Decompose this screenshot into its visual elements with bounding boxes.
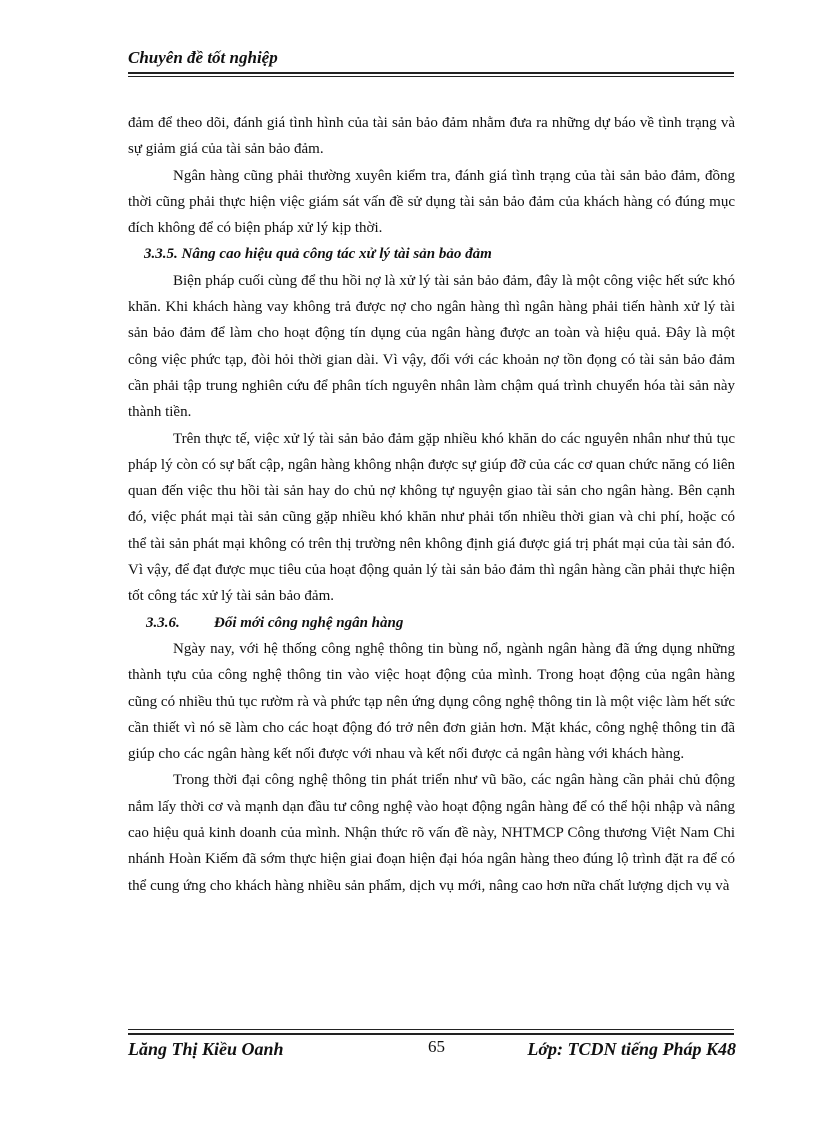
- section-number: 3.3.6.: [146, 614, 180, 631]
- paragraph: Ngày nay, với hệ thống công nghệ thông tin bùng nổ, ngành ngân hàng đã ứng dụng những thành tựu của công nghệ thông tin vào việc hoạt động của mình. Trong hoạt động của ngân hàng cũng có nhiều thủ tục rườm rà và phức tạp nên ứng dụng công nghệ thông tin là một việc làm hết sức cần thiết vì nó sẽ làm cho các hoạt động đó trở nên đơn giản hơn. Mặt khác, công nghệ thông tin đã giúp cho các ngân hàng kết nối được với nhau và kết nối được cả ngân hàng với khách hàng.: [128, 640, 735, 763]
- section-heading-3-3-5: 3.3.5. Nâng cao hiệu quả công tác xử lý tài sản bảo đảm: [144, 246, 492, 263]
- document-body: [128, 110, 735, 899]
- footer-rule-thick: [128, 1033, 734, 1035]
- paragraph: Trên thực tế, việc xử lý tài sản bảo đảm gặp nhiều khó khăn do các nguyên nhân như thủ tục pháp lý còn có sự bất cập, ngân hàng không nhận được sự giúp đỡ của các cơ quan chức năng có liên quan đến việc thu hồi tài sản hay do chủ nợ không tự nguyện giao tài sản cho ngân hàng. Bên cạnh đó, việc phát mại tài sản cũng gặp nhiều khó khăn như phải tốn nhiều thời gian và chi phí, hoặc có thể tài sản phát mại không có trên thị trường nên không định giá được giá trị phát mại của tài sản đó. Vì vậy, để đạt được mục tiêu của hoạt động quản lý tài sản bảo đảm thì ngân hàng cần phải thực hiện tốt công tác xử lý tài sản bảo đảm.: [128, 430, 735, 605]
- section-heading-3-3-6: [128, 610, 735, 636]
- footer-rule-thin: [128, 1029, 734, 1030]
- footer-class: Lớp: TCDN tiếng Pháp K48: [527, 1039, 736, 1059]
- paragraph: đảm để theo dõi, đánh giá tình hình của tài sản bảo đảm nhằm đưa ra những dự báo về tình trạng và sự giảm giá của tài sản bảo đảm.: [128, 115, 735, 158]
- paragraph: Trong thời đại công nghệ thông tin phát triển như vũ bão, các ngân hàng cần phải chủ động nắm lấy thời cơ và mạnh dạn đầu tư công nghệ vào hoạt động ngân hàng để có thể hội nhập và nâng cao hiệu quả kinh doanh của mình. Nhận thức rõ vấn đề này, NHTMCP Công thương Việt Nam Chi nhánh Hoàn Kiếm đã sớm thực hiện giai đoạn hiện đại hóa ngân hàng theo đúng lộ trình đặt ra để có thể cung ứng cho khách hàng nhiều sản phẩm, dịch vụ mới, nâng cao hơn nữa chất lượng dịch vụ và: [128, 772, 735, 894]
- paragraph: Biện pháp cuối cùng để thu hồi nợ là xử lý tài sản bảo đảm, đây là một công việc hết sức khó khăn. Khi khách hàng vay không trả được nợ cho ngân hàng thì ngân hàng phải tiến hành xử lý tài sản bảo đảm để làm cho hoạt động tín dụng của ngân hàng được an toàn và hiệu quả. Đây là một công việc phức tạp, đòi hỏi thời gian dài. Vì vậy, đối với các khoản nợ tồn đọng có tài sản bảo đảm cần phải tập trung nghiên cứu để phân tích nguyên nhân làm chậm quá trình chuyển hóa tài sản này thành tiền.: [128, 272, 735, 421]
- page-header-title: Chuyên đề tốt nghiệp: [128, 48, 278, 67]
- footer-author: Lăng Thị Kiều Oanh: [128, 1039, 284, 1059]
- paragraph: Ngân hàng cũng phải thường xuyên kiểm tra, đánh giá tình trạng của tài sản bảo đảm, đồng thời cũng phải thực hiện việc giám sát vấn đề sử dụng tài sản bảo đảm của khách hàng có đúng mục đích không để có biện pháp xử lý kịp thời.: [128, 167, 735, 237]
- header-rule-thin: [128, 76, 734, 77]
- page-number: 65: [428, 1037, 445, 1056]
- header-rule-thick: [128, 72, 734, 74]
- section-title: Đổi mới công nghệ ngân hàng: [214, 614, 404, 631]
